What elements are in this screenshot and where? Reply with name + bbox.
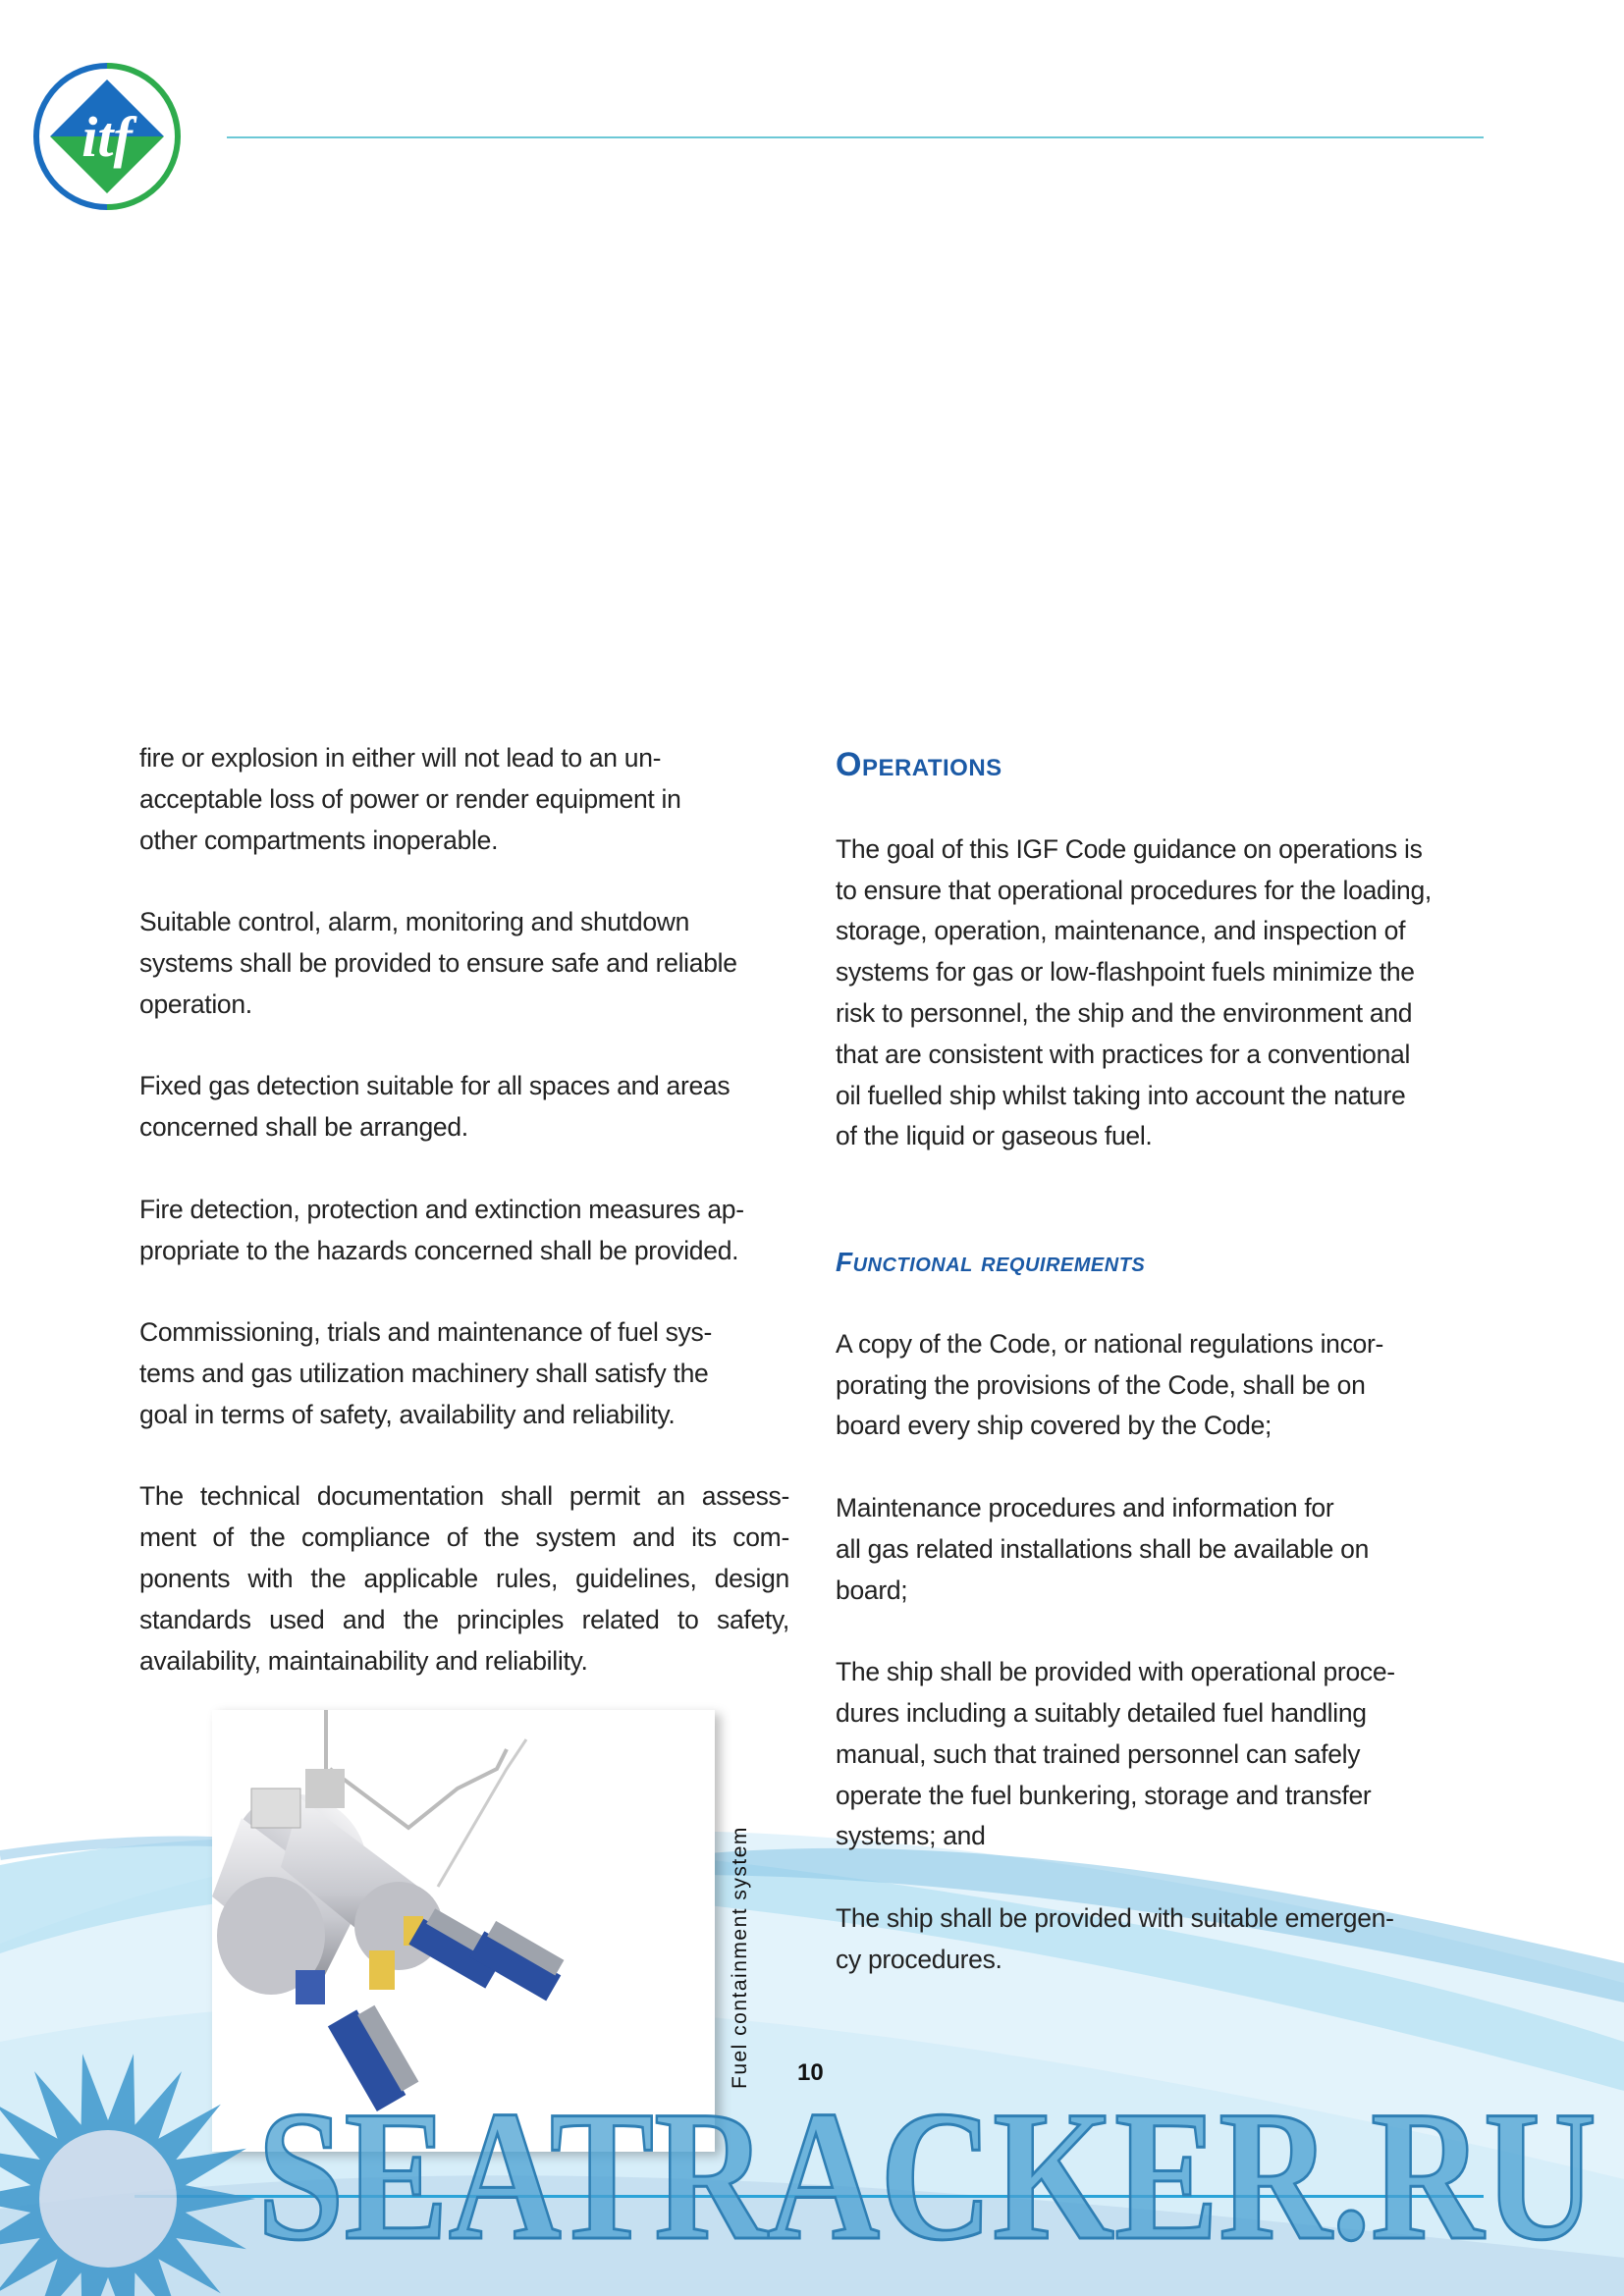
text-line: other compartments inoperable. <box>139 825 499 855</box>
paragraph <box>139 738 789 861</box>
text-line: The ship shall be provided with operational proce- <box>836 1657 1395 1687</box>
text-line: Suitable control, alarm, monitoring and shutdown <box>139 907 690 937</box>
text-line: storage, operation, maintenance, and inspection of <box>836 916 1406 946</box>
svg-text:itf: itf <box>81 105 133 169</box>
text-line: The technical documentation shall permit an assess- <box>139 1481 789 1512</box>
paragraph <box>139 1476 789 1682</box>
text-line: fire or explosion in either will not lead to an un- <box>139 743 662 773</box>
text-line: operation. <box>139 988 252 1019</box>
text-line: Fire detection, protection and extinction measures ap- <box>139 1194 744 1224</box>
text-line: Maintenance procedures and information for <box>836 1492 1334 1522</box>
text-line: board; <box>836 1575 908 1605</box>
text-line: systems shall be provided to ensure safe and reliable <box>139 947 737 978</box>
text-line: that are consistent with practices for a conventional <box>836 1039 1411 1069</box>
fuel-containment-figure <box>212 1710 715 2152</box>
text-line: Fixed gas detection suitable for all spaces and areas <box>139 1071 731 1101</box>
paragraph <box>139 1312 789 1435</box>
paragraph <box>836 1652 1486 1857</box>
text-line: A copy of the Code, or national regulations incor- <box>836 1328 1384 1359</box>
operations-heading: Operations <box>836 746 1002 783</box>
text-line: ponents with the applicable rules, guidelines, design <box>139 1563 789 1593</box>
paragraph <box>139 1066 789 1148</box>
text-line: Commissioning, trials and maintenance of fuel sys- <box>139 1317 712 1348</box>
text-line: to ensure that operational procedures for the loading, <box>836 875 1432 905</box>
paragraph <box>836 829 1486 1157</box>
text-line: board every ship covered by the Code; <box>836 1411 1272 1441</box>
text-line: The goal of this IGF Code guidance on operations is <box>836 833 1423 864</box>
text-line: operate the fuel bunkering, storage and transfer <box>836 1780 1372 1810</box>
paragraph <box>836 1324 1486 1447</box>
paragraph <box>836 1488 1486 1611</box>
paragraph <box>139 902 789 1025</box>
text-line: concerned shall be arranged. <box>139 1112 468 1143</box>
text-line: The ship shall be provided with suitable emergen- <box>836 1902 1394 1933</box>
text-line: systems for gas or low-flashpoint fuels minimize the <box>836 957 1415 988</box>
right-column <box>836 745 1486 2021</box>
text-line: oil fuelled ship whilst taking into account the nature <box>836 1080 1406 1110</box>
text-line: propriate to the hazards concerned shall be provided. <box>139 1235 739 1265</box>
header-rule <box>227 136 1484 138</box>
fuel-system-illustration <box>212 1710 715 2152</box>
paragraph <box>836 1898 1486 1981</box>
itf-logo <box>32 62 182 211</box>
text-line: systems; and <box>836 1821 986 1851</box>
text-line: ment of the compliance of the system and its com- <box>139 1522 789 1553</box>
text-line: acceptable loss of power or render equipment in <box>139 783 681 814</box>
page-number: 10 <box>797 2059 824 2086</box>
text-line: cy procedures. <box>836 1944 1002 1974</box>
text-line: dures including a suitably detailed fuel handling <box>836 1697 1367 1728</box>
figure-caption: Fuel containment system <box>729 1826 751 2089</box>
watermark-text: SEATRACKER.RU <box>257 2073 1597 2279</box>
left-column <box>139 738 789 1723</box>
text-line: tems and gas utilization machinery shall satisfy the <box>139 1358 709 1388</box>
footer-rule <box>135 2195 1484 2198</box>
text-line: all gas related installations shall be available on <box>836 1533 1370 1564</box>
functional-requirements-heading: Functional requirements <box>836 1246 1146 1277</box>
text-line: manual, such that trained personnel can safely <box>836 1738 1361 1769</box>
text-line: risk to personnel, the ship and the environment and <box>836 997 1413 1028</box>
text-line: availability, maintainability and reliability. <box>139 1645 588 1676</box>
text-line: goal in terms of safety, availability and reliability. <box>139 1399 676 1429</box>
text-line: standards used and the principles related to safety, <box>139 1604 789 1634</box>
text-line: porating the provisions of the Code, shall be on <box>836 1369 1366 1400</box>
text-line: of the liquid or gaseous fuel. <box>836 1121 1153 1151</box>
paragraph <box>139 1190 789 1272</box>
